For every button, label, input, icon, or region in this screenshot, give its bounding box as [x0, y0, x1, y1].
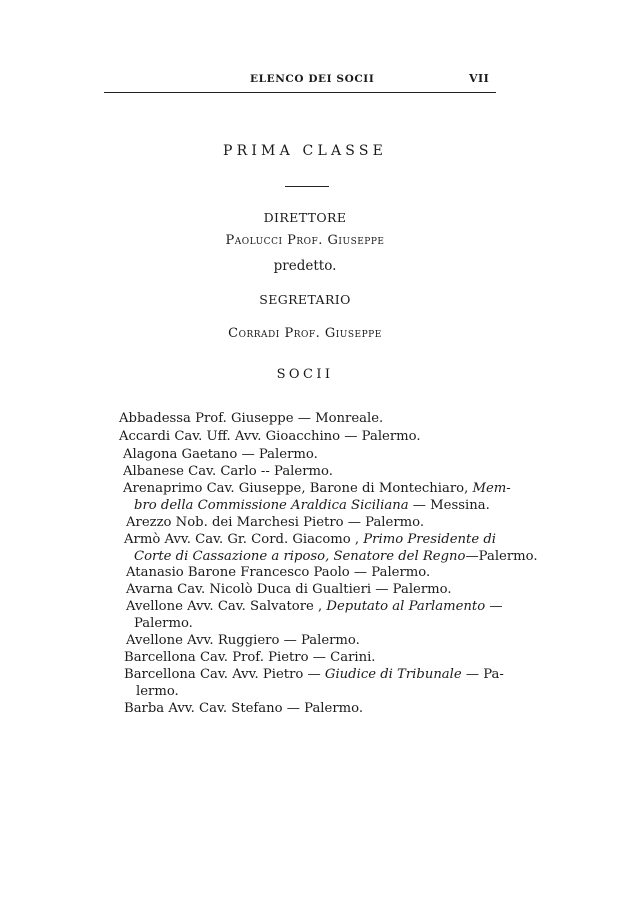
member-entry: Barba Avv. Cav. Stefano — Palermo. — [124, 701, 364, 716]
section-divider — [285, 186, 329, 187]
member-entry-continuation: Corte di Cassazione a riposo, Senatore del Regno—Palermo. — [134, 549, 538, 564]
member-entry: Avarna Cav. Nicolò Duca di Gualtieri — Palermo. — [126, 582, 452, 597]
member-entry: Barcellona Cav. Avv. Pietro — Giudice di Tribunale — Pa- — [124, 667, 504, 682]
member-entry: Avellone Avv. Ruggiero — Palermo. — [126, 633, 360, 648]
class-title: PRIMA CLASSE — [222, 143, 388, 159]
member-entry-continuation: lermo. — [136, 684, 179, 699]
page-number: VII — [469, 72, 490, 85]
member-entry: Arenaprimo Cav. Giuseppe, Barone di Montechiaro, Mem- — [123, 481, 511, 496]
member-entry-continuation: Palermo. — [134, 616, 193, 631]
member-entry: Arezzo Nob. dei Marchesi Pietro — Palermo. — [126, 515, 425, 530]
member-entry: Alagona Gaetano — Palermo. — [123, 447, 318, 462]
member-entry: Barcellona Cav. Prof. Pietro — Carini. — [124, 650, 376, 665]
member-entry: Accardi Cav. Uff. Avv. Gioacchino — Palermo. — [119, 429, 421, 444]
secretary-name: Corradi Prof. Giuseppe — [228, 326, 382, 341]
members-heading: SOCII — [276, 367, 334, 382]
running-title: ELENCO DEI SOCII — [250, 73, 375, 85]
director-name: Paolucci Prof. Giuseppe — [225, 233, 385, 248]
director-heading: DIRETTORE — [263, 210, 347, 225]
member-entry: Armò Avv. Cav. Gr. Cord. Giacomo , Primo Presidente di — [124, 532, 496, 547]
director-note: predetto. — [273, 258, 337, 274]
member-entry: Atanasio Barone Francesco Paolo — Palermo. — [126, 565, 431, 580]
member-entry: Albanese Cav. Carlo -- Palermo. — [123, 464, 333, 479]
member-entry: Avellone Avv. Cav. Salvatore , Deputato al Parlamento — — [126, 599, 503, 614]
member-entry: Abbadessa Prof. Giuseppe — Monreale. — [119, 411, 384, 426]
member-entry-continuation: bro della Commissione Araldica Siciliana — Messina. — [134, 498, 490, 513]
header-rule — [104, 92, 496, 93]
secretary-heading: SEGRETARIO — [259, 292, 351, 307]
